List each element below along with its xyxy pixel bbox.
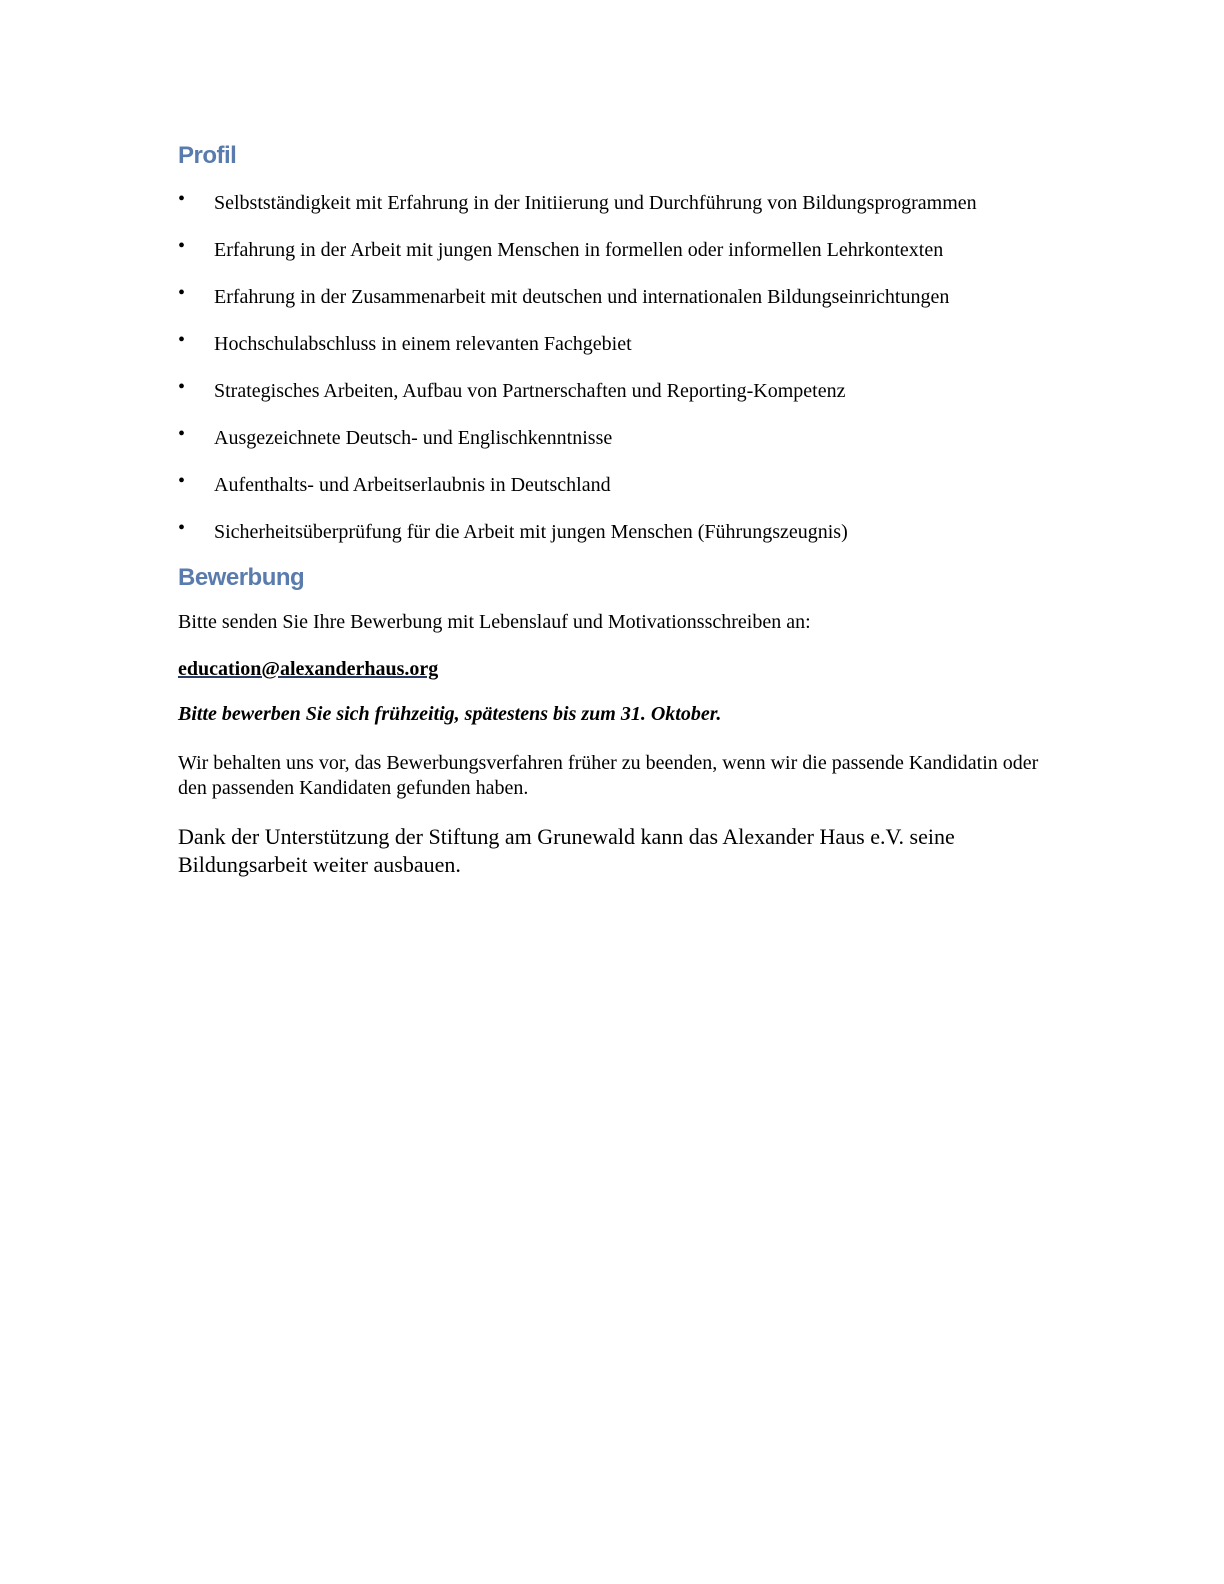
list-item <box>178 331 1048 358</box>
document-page <box>178 140 1048 879</box>
bullet-icon: • <box>178 235 186 257</box>
list-item-text: Erfahrung in der Arbeit mit jungen Menschen in formellen oder informellen Lehrkontexten <box>214 239 944 261</box>
list-item <box>178 378 1048 405</box>
list-item-text: Erfahrung in der Zusammenarbeit mit deutschen und internationalen Bildungseinrichtungen <box>214 286 950 308</box>
list-item <box>178 237 1048 264</box>
list-item <box>178 519 1048 546</box>
bullet-icon: • <box>178 329 186 351</box>
bullet-icon: • <box>178 470 186 492</box>
list-item-text: Ausgezeichnete Deutsch- und Englischkenntnisse <box>214 427 613 449</box>
list-item-text: Selbstständigkeit mit Erfahrung in der Initiierung und Durchführung von Bildungsprogrammen <box>214 192 977 214</box>
section-heading-bewerbung: Bewerbung <box>178 564 305 591</box>
bullet-icon: • <box>178 188 186 210</box>
list-item-text: Hochschulabschluss in einem relevanten Fachgebiet <box>214 333 632 355</box>
list-item-text: Sicherheitsüberprüfung für die Arbeit mit jungen Menschen (Führungszeugnis) <box>214 521 848 543</box>
profil-list <box>178 190 1048 546</box>
list-item <box>178 472 1048 499</box>
bullet-icon: • <box>178 376 186 398</box>
bullet-icon: • <box>178 282 186 304</box>
list-item <box>178 284 1048 311</box>
section-heading-profil: Profil <box>178 142 237 169</box>
email-link[interactable]: education@alexanderhaus.org <box>178 658 439 680</box>
list-item-text: Aufenthalts- und Arbeitserlaubnis in Deutschland <box>214 474 611 496</box>
list-item <box>178 425 1048 452</box>
closing-statement: Dank der Unterstützung der Stiftung am Grunewald kann das Alexander Haus e.V. seine Bildungsarbeit weiter ausbauen. <box>178 824 955 877</box>
list-item <box>178 190 1048 217</box>
list-item-text: Strategisches Arbeiten, Aufbau von Partnerschaften und Reporting-Kompetenz <box>214 380 846 402</box>
deadline-notice: Bitte bewerben Sie sich frühzeitig, spätestens bis zum 31. Oktober. <box>178 703 722 725</box>
bullet-icon: • <box>178 517 186 539</box>
application-intro: Bitte senden Sie Ihre Bewerbung mit Lebenslauf und Motivationsschreiben an: <box>178 611 811 633</box>
bullet-icon: • <box>178 423 186 445</box>
process-note: Wir behalten uns vor, das Bewerbungsverfahren früher zu beenden, wenn wir die passende Kandidatin oder den passenden Kandidaten gefunden haben. <box>178 752 1039 799</box>
